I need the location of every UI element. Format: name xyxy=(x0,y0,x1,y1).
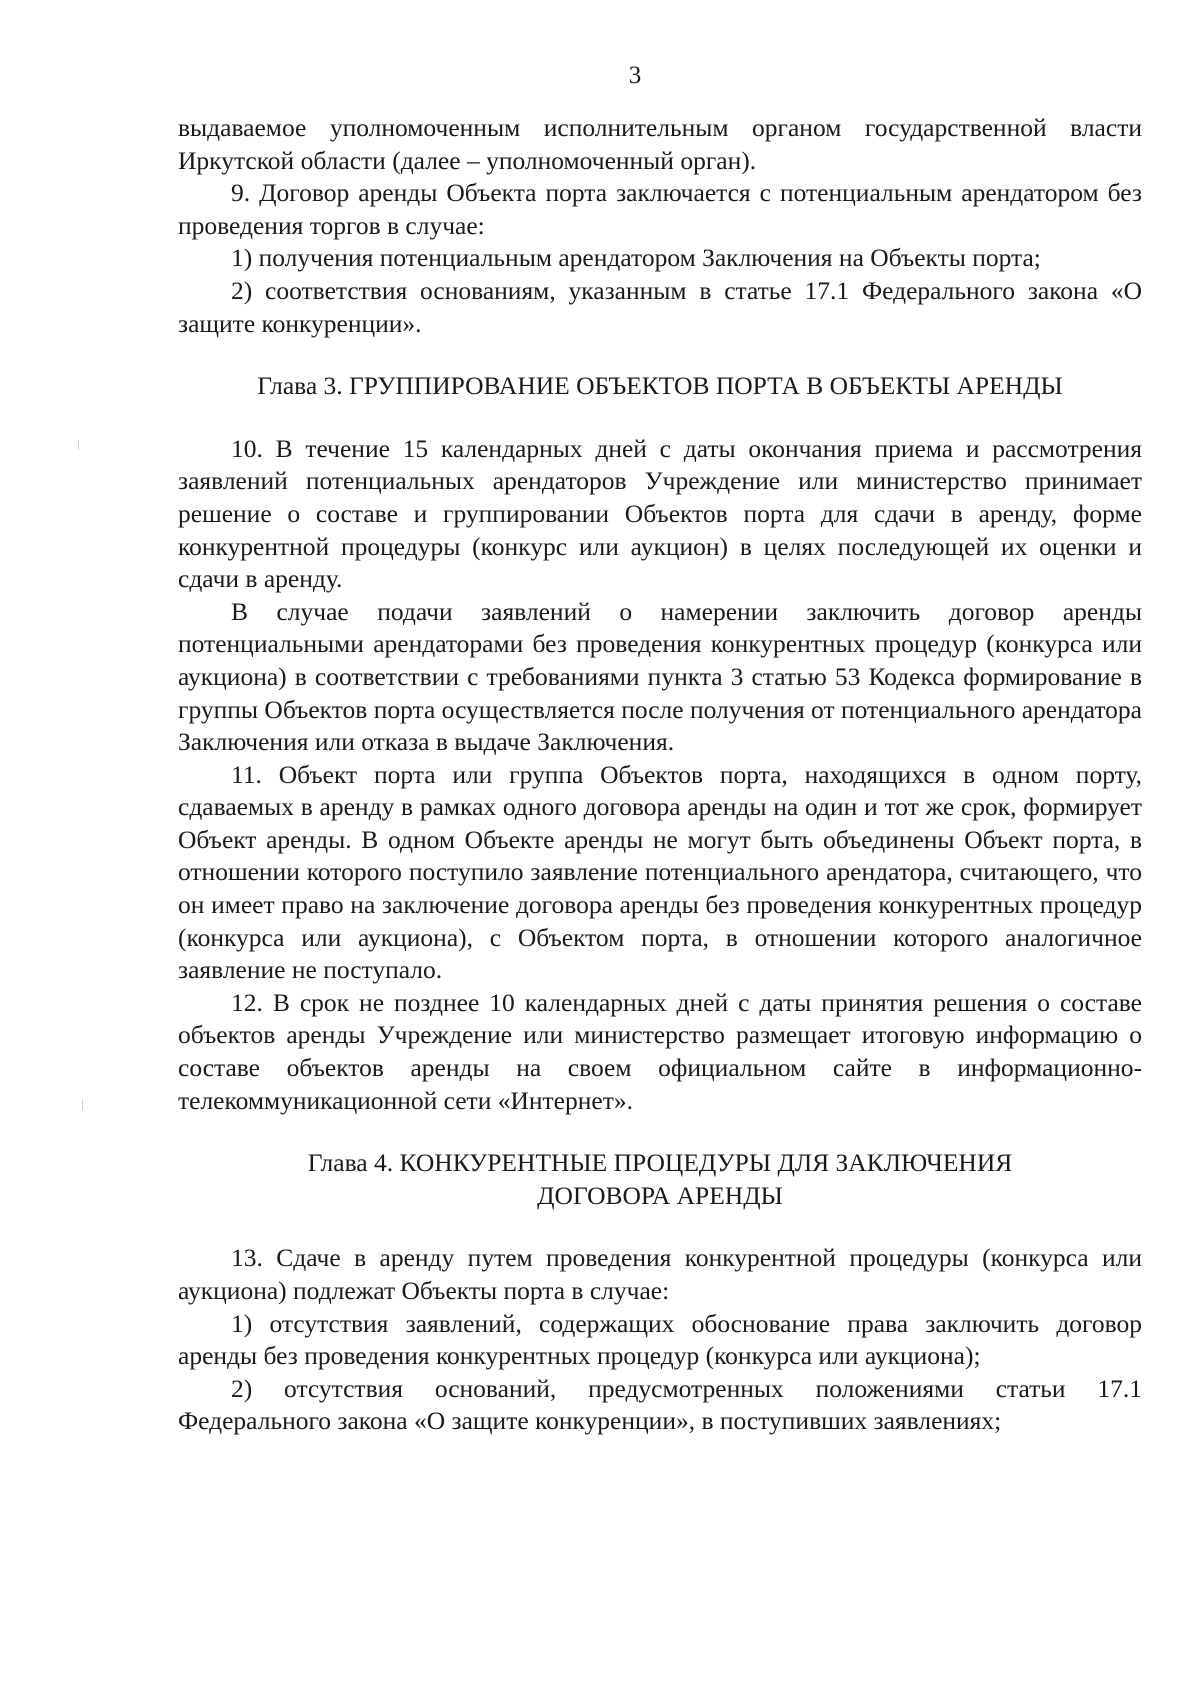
paragraph: 2) соответствия основаниям, указанным в статье 17.1 Федерального закона «О защите конкуренции». xyxy=(178,275,1142,338)
paragraph: В случае подачи заявлений о намерении заключить договор аренды потенциальными арендаторами без проведения конкурентных процедур (конкурса или аукциона) в соответствии с требованиями пункта 3 статью 53 Кодекса формирование в группы Объектов порта осуществляется после получения от потенциального арендатора Заключения или отказа в выдаче Заключения. xyxy=(178,596,1142,757)
scan-mark xyxy=(78,440,79,450)
paragraph: 12. В срок не позднее 10 календарных дней с даты принятия решения о составе объектов аренды Учреждение или министерство размещает итоговую информацию о составе объектов аренды на своем официальном сайте в информационно-телекоммуникационной сети «Интернет». xyxy=(178,987,1142,1115)
scan-mark xyxy=(82,1100,83,1110)
chapter-heading: Глава 3. ГРУППИРОВАНИЕ ОБЪЕКТОВ ПОРТА В ОБЪЕКТЫ АРЕНДЫ xyxy=(257,371,1063,401)
paragraph: 1) получения потенциальным арендатором Заключения на Объекты порта; xyxy=(231,243,1041,273)
paragraph: 2) отсутствия оснований, предусмотренных положениями статьи 17.1 Федерального закона «О защите конкуренции», в поступивших заявлениях; xyxy=(178,1373,1142,1436)
chapter-heading: Глава 4. КОНКУРЕНТНЫЕ ПРОЦЕДУРЫ ДЛЯ ЗАКЛЮЧЕНИЯ xyxy=(307,1148,1013,1178)
paragraph: 10. В течение 15 календарных дней с даты окончания приема и рассмотрения заявлений потенциальных арендаторов Учреждение или министерство принимает решение о составе и группировании Объектов порта для сдачи в аренду, форме конкурентной процедуры (конкурс или аукцион) в целях последующей их оценки и сдачи в аренду. xyxy=(178,433,1142,594)
page-number: 3 xyxy=(628,62,642,89)
document-body xyxy=(178,112,1142,1438)
paragraph: 13. Сдаче в аренду путем проведения конкурентной процедуры (конкурса или аукциона) подлежат Объекты порта в случае: xyxy=(178,1243,1142,1305)
paragraph: 1) отсутствия заявлений, содержащих обоснование права заключить договор аренды без проведения конкурентных процедур (конкурса или аукциона); xyxy=(178,1308,1142,1371)
chapter-heading: ДОГОВОРА АРЕНДЫ xyxy=(537,1180,783,1210)
paragraph: выдаваемое уполномоченным исполнительным органом государственной власти Иркутской области (далее – уполномоченный орган). xyxy=(178,113,1142,175)
paragraph: 11. Объект порта или группа Объектов порта, находящихся в одном порту, сдаваемых в аренду в рамках одного договора аренды на один и тот же срок, формирует Объект аренды. В одном Объекте аренды не могут быть объединены Объект порта, в отношении которого поступило заявление потенциального арендатора, считающего, что он имеет право на заключение договора аренды без проведения конкурентных процедур (конкурса или аукциона), с Объектом порта, в отношении которого аналогичное заявление не поступало. xyxy=(178,759,1142,985)
paragraph: 9. Договор аренды Объекта порта заключается с потенциальным арендатором без проведения торгов в случае: xyxy=(178,178,1142,240)
